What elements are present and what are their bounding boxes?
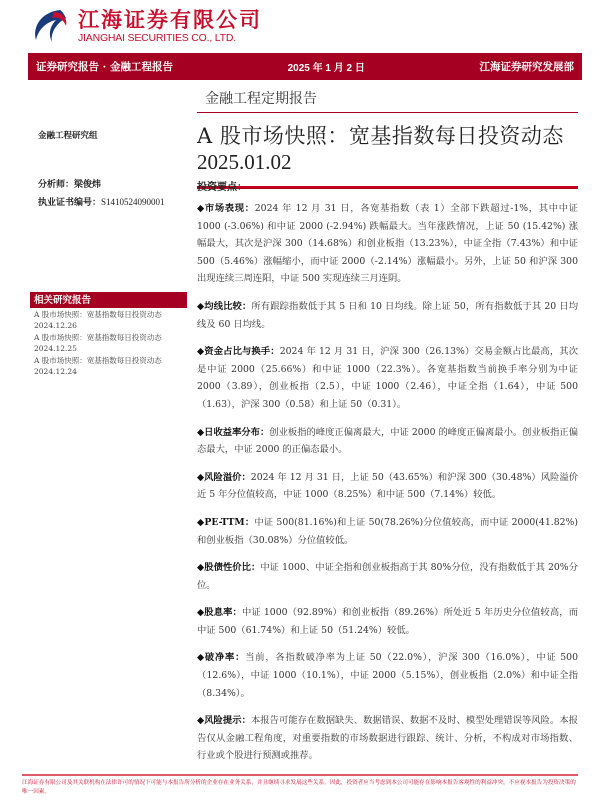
point-label: ◆风险提示： xyxy=(197,715,251,727)
point-text: 创业板指的峰度正偏离最大，中证 2000 的峰度正偏离最小。创业板指正偏态最大，中证 2000 的正偏态最小。 xyxy=(197,426,578,456)
footer-disclaimer: 江海证券有限公司及其关联机构在法律许可的情况下可能与本报告所分析的企业存在业务关系，并且继续寻求发展这些关系。因此，投资者应当考虑到本公司可能存在影响本报告客观性的利益冲突，不应视本报告为投资决策的唯一因素。 xyxy=(22,780,576,795)
point-paragraph xyxy=(197,424,578,459)
point-paragraph xyxy=(197,649,578,702)
point-label: ◆破净率： xyxy=(197,652,246,664)
research-group: 金融工程研究组 xyxy=(38,131,98,141)
point-paragraph xyxy=(197,298,578,333)
point-text: 本报告可能存在数据缺失、数据错误、数据不及时、模型处理错误等风险。本报告仅从金融工程角度，对重要指数的市场数据进行跟踪、统计、分析，不构成对市场指数、行业或个股进行预测或推荐。 xyxy=(197,715,578,762)
point-paragraph xyxy=(197,712,578,765)
point-text: 所有跟踪指数低于其 5 日和 10 日均线。除上证 50，所有指数低于其 20 日均线及 60 日均线。 xyxy=(197,300,578,330)
point-label: ◆日收益率分布： xyxy=(197,426,270,438)
point-text: 中证 1000、中证全指和创业板指高于其 80%分位，没有指数低于其 20%分位。 xyxy=(197,562,578,591)
point-label: ◆资金占比与换手： xyxy=(197,346,280,358)
point-label: ◆股债性价比： xyxy=(197,562,261,574)
point-paragraph xyxy=(197,200,578,288)
company-logo xyxy=(30,4,262,48)
point-paragraph xyxy=(197,604,578,639)
page-title: A 股市场快照：宽基指数每日投资动态 xyxy=(197,124,564,148)
related-reports xyxy=(30,292,187,377)
analyst-name: 梁俊炜 xyxy=(74,180,102,190)
point-text: 2024 年 12 月 31 日，上证 50（43.65%）和沪深 300（30.48%）风险溢价近 5 年分位值较高，中证 1000（8.25%）和中证 500（7.14%）较低。 xyxy=(197,471,579,501)
point-label: ◆PE-TTM： xyxy=(197,516,255,528)
logo-name-en: JIANGHAI SECURITIES CO., LTD. xyxy=(78,31,236,44)
header-bar xyxy=(28,53,582,80)
footer-divider xyxy=(22,774,578,776)
logo-swirl-icon xyxy=(30,6,70,46)
header-date: 2025 年 1 月 2 日 xyxy=(287,63,365,74)
point-label: ◆风险溢价： xyxy=(197,471,251,483)
related-reports-title: 相关研究报告 xyxy=(30,292,187,308)
cert-number: S1410524090001 xyxy=(101,197,165,207)
investment-points-title: 投资要点： xyxy=(197,182,247,193)
report-type: 金融工程定期报告 xyxy=(205,91,317,107)
logo-name-cn: 江海证券有限公司 xyxy=(78,6,262,32)
point-label: ◆股息率： xyxy=(197,607,242,619)
related-report-link[interactable]: A 股市场快照：宽基指数每日投资动态 2024.12.25 xyxy=(34,333,162,353)
header-department: 江海证券研究发展部 xyxy=(479,61,574,73)
point-paragraph xyxy=(197,343,578,413)
point-paragraph xyxy=(197,559,578,594)
point-label: ◆均线比较： xyxy=(197,300,252,312)
related-report-link[interactable]: A 股市场快照：宽基指数每日投资动态 2024.12.26 xyxy=(34,310,162,330)
analyst-label: 分析师： xyxy=(38,180,75,190)
cert-label: 执业证书编号： xyxy=(38,198,102,208)
divider xyxy=(197,112,578,113)
point-text: 当前，各指数破净率为上证 50（22.0%），沪深 300（16.0%），中证 500（12.6%），中证 1000（10.1%），中证 2000（5.15%），创业板指（2.0%）和中证全指（8.34%）。 xyxy=(197,652,578,699)
point-paragraph xyxy=(197,469,578,504)
divider xyxy=(197,186,578,189)
point-text: 2024 年 12 月 31 日，沪深 300（26.13%）交易金额占比最高，其次是中证 2000（25.66%）和中证 1000（22.3%）。各宽基指数当前换手率分别为中证 2000（3.89），创业板指（2.5），中证 1000（2.46），中证全指（1.64），中证 500（1.63），沪深 300（0.58）和上证 50（0.31）。 xyxy=(197,346,578,410)
header-category: 证券研究报告 · 金融工程报告 xyxy=(36,61,173,73)
point-text: 2024 年 12 月 31 日，各宽基指数（表 1）全部下跌超过-1%，其中中证 1000 (-3.06%) 和中证 2000 (-2.94%) 跌幅最大。当年涨跌情况，上证 50 (15.42%) 涨幅最大，其次是沪深 300（14.68%）和创业板指（13.23%），中证全指（7.43%）和中证 500（5.46%）涨幅缩小，而中证 2000（-2.14%）涨幅最小。另外，上证 50 和沪深 300 出现连续三周连阳，中证 500 实现连续三月连阴。 xyxy=(197,203,578,285)
title-date: 2025.01.02 xyxy=(197,150,292,174)
point-text: 中证 500(81.16%)和上证 50(78.26%)分位值较高，而中证 2000(41.82%)和创业板指（30.08%）分位值较低。 xyxy=(197,516,579,546)
point-text: 中证 1000（92.89%）和创业板指（89.26%）所处近 5 年历史分位值较高，而中证 500（61.74%）和上证 50（51.24%）较低。 xyxy=(197,607,578,636)
investment-points xyxy=(197,200,578,775)
point-label: ◆市场表现： xyxy=(197,203,255,214)
analyst-info xyxy=(38,177,165,212)
point-paragraph xyxy=(197,514,578,549)
related-report-link[interactable]: A 股市场快照：宽基指数每日投资动态 2024.12.24 xyxy=(34,356,162,376)
